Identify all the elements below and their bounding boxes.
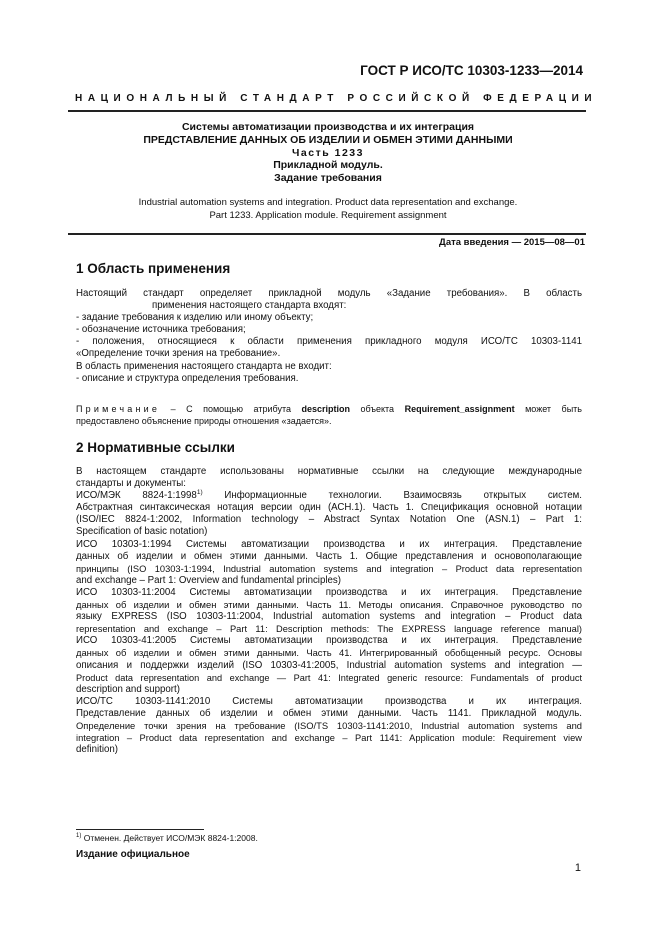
s1-p1-line1 — [76, 288, 582, 300]
s2-line-11: ИСО 10303-11:2004 Системы автоматизации производства и их интеграция. Представление — [76, 586, 582, 598]
footnote — [76, 833, 258, 843]
s2-line-1: В настоящем стандарте использованы нормативные ссылки на следующие международные — [76, 466, 582, 477]
s2-line-21: Представление данных об изделии и обмен этими данными. Часть 1141. Прикладной модуль. — [76, 707, 582, 719]
s1-bullet-4: - описание и структура определения требования. — [76, 372, 299, 384]
section-1-body — [76, 288, 582, 385]
footnote-rule — [76, 829, 204, 830]
s2-line-6: Specification of basic notation) — [76, 526, 208, 538]
s1-bullet-1: - задание требования к изделию или иному объекту; — [76, 312, 314, 324]
s1-bullet-3-line1: - положения, относящиеся к области применения прикладного модуля ИСО/ТС 10303-1141 — [76, 336, 582, 348]
s2-line-7: ИСО 10303-1:1994 Системы автоматизации производства и их интеграция. Представление — [76, 538, 582, 550]
s2-line-4: Абстрактная синтаксическая нотация версии один (АСН.1). Часть 1. Спецификация основной нотации — [76, 502, 582, 514]
s2-line-23: integration – Product data representation and exchange – Part 1141: Application module: Requirement view — [76, 733, 582, 744]
s2-line-22: Определение точки зрения на требование (ISO/TS 10303-1141:2010, Industrial automation systems and — [76, 719, 582, 731]
s2-line-19: description and support) — [76, 683, 180, 695]
s2-line-8: данных об изделии и обмен этими данными. Часть 1. Общие представления и основополагающие — [76, 550, 582, 562]
s1-note-line2: предоставлено объяснение природы отношения «задается». — [76, 416, 332, 427]
note-text-3: может быть — [514, 404, 582, 414]
title-line-1: Системы автоматизации производства и их интеграция — [181, 121, 475, 133]
section-1-heading: 1 Область применения — [76, 261, 231, 276]
title-block — [60, 121, 596, 185]
document-code: ГОСТ Р ИСО/ТС 10303-1233—2014 — [360, 63, 583, 78]
s2-line-5a: (ISO/IEC 8824-1:2002, Information technology – — [76, 514, 315, 526]
s2-line-18: Product data representation and exchange — Part 41: Integrated generic resource: Fundamentals of product — [76, 672, 582, 683]
note-label: Примечание — [76, 404, 161, 414]
s2-line-2: стандарты и документы: — [76, 478, 186, 490]
footnote-text: Отменен. Действует ИСО/МЭК 8824-1:2008. — [81, 833, 258, 843]
title-line-2: ПРЕДСТАВЛЕНИЕ ДАННЫХ ОБ ИЗДЕЛИИ И ОБМЕН ЭТИМИ ДАННЫМИ — [143, 133, 513, 146]
english-title-line-1: Industrial automation systems and integration. Product data representation and exchange. — [138, 197, 518, 208]
iso8824-title: Информационные технологии. Взаимосвязь открытых систем. — [202, 490, 582, 502]
s2-line-16: данных об изделии и обмен этими данными. Часть 41. Интегрированный обобщенный ресурс. Основы — [76, 647, 582, 659]
note-attr-description: description — [301, 404, 350, 414]
footnote-marker: 1) — [76, 833, 82, 840]
english-title-line-2: Part 1233. Application module. Requirement assignment — [209, 209, 447, 221]
section-2-heading: 2 Нормативные ссылки — [76, 440, 235, 455]
middle-rule — [68, 233, 586, 235]
english-title — [60, 197, 596, 222]
footnote-ref: 1) — [196, 488, 203, 496]
s1-note — [76, 403, 582, 427]
s1-bullet-3-line2: «Определение точки зрения на требование». — [76, 348, 281, 360]
page-number: 1 — [574, 862, 581, 874]
s2-line-12: данных об изделии и обмен этими данными. Часть 11. Методы описания. Справочное руководство по — [76, 599, 582, 611]
title-line-5: Задание требования — [274, 172, 382, 185]
s2-line-9: принципы (ISO 10303-1:1994, Industrial automation systems and integration – Product data representation — [76, 563, 582, 574]
national-standard-banner: НАЦИОНАЛЬНЫЙ СТАНДАРТ РОССИЙСКОЙ ФЕДЕРАЦИИ — [75, 93, 598, 104]
s2-line-13: языку EXPRESS (ISO 10303-11:2004, Industrial automation systems and integration – Product data — [76, 611, 582, 623]
introduction-date: Дата введения — 2015—08—01 — [439, 237, 585, 248]
iso8824-code: ИСО/МЭК 8824-1:1998 — [76, 490, 197, 502]
s1-p1-text1: Настоящий стандарт определяет прикладной модуль «Задание требования». В область — [76, 288, 582, 299]
s2-line-5 — [76, 514, 582, 526]
s1-p2: В область применения настоящего стандарта не входит: — [76, 360, 332, 372]
s2-line-24: definition) — [76, 744, 119, 756]
s2-line-5b: Abstract Syntax Notation One (ASN.1) – Part 1: — [324, 514, 582, 526]
section-2-body — [76, 466, 582, 756]
note-text-2: объекта — [350, 404, 405, 414]
official-edition-label: Издание официальное — [76, 849, 190, 860]
s1-note-line1 — [76, 403, 582, 415]
s2-line-14: representation and exchange – Part 11: Description methods: The EXPRESS language reference manual) — [76, 624, 582, 635]
title-part: Часть 1233 — [292, 146, 364, 159]
s2-line-20: ИСО/ТС 10303-1141:2010 Системы автоматизации производства и их интеграция. — [76, 695, 582, 707]
s1-p1-line2: применения настоящего стандарта входят: — [152, 300, 347, 312]
s2-line-15: ИСО 10303-41:2005 Системы автоматизации производства и их интеграция. Представление — [76, 635, 582, 647]
s2-iso8824-line — [76, 490, 582, 502]
s2-line-17: описания и поддержки изделий (ISO 10303-41:2005, Industrial automation systems and integration — — [76, 659, 582, 671]
title-line-4: Прикладной модуль. — [273, 159, 383, 172]
s2-line-10: and exchange – Part 1: Overview and fundamental principles) — [76, 574, 341, 586]
note-entity-name: Requirement_assignment — [404, 404, 515, 414]
top-rule — [68, 110, 586, 112]
s1-bullet-2: - обозначение источника требования; — [76, 324, 246, 336]
note-text-1: – С помощью атрибута — [160, 404, 302, 414]
